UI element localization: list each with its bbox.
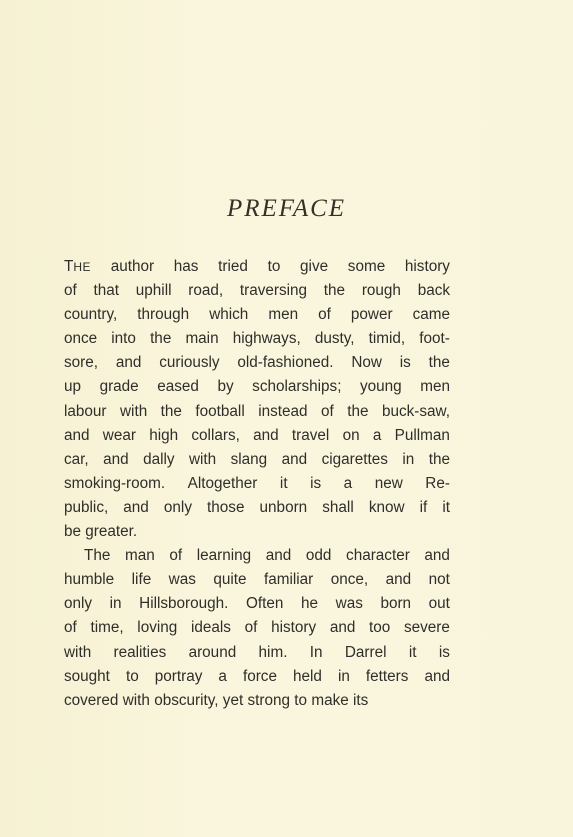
word: came xyxy=(412,306,450,324)
word: country, xyxy=(64,306,118,324)
word: familiar xyxy=(263,571,314,589)
word: a xyxy=(343,474,353,492)
word: the xyxy=(150,330,172,348)
word: portray xyxy=(154,667,203,685)
word: traversing xyxy=(239,282,308,300)
word: In xyxy=(309,643,323,661)
text-line xyxy=(64,255,450,279)
word: Now xyxy=(351,354,382,372)
word: man xyxy=(124,547,155,565)
word: a xyxy=(218,667,227,685)
word: not xyxy=(428,571,450,589)
word: to xyxy=(294,691,308,709)
word: the xyxy=(428,450,450,468)
word: car, xyxy=(64,450,89,468)
word: men xyxy=(420,378,450,396)
word: only xyxy=(163,498,192,516)
word: yet xyxy=(222,691,244,709)
word: know xyxy=(368,498,405,516)
word: covered xyxy=(64,691,119,709)
word: main xyxy=(185,330,219,348)
word: shall xyxy=(322,498,354,516)
word: obscurity, xyxy=(154,691,219,709)
word: the xyxy=(428,354,450,372)
word: young xyxy=(360,378,402,396)
word: of xyxy=(169,547,183,565)
word: with xyxy=(64,643,92,661)
word: foot- xyxy=(419,330,450,348)
word: Re- xyxy=(425,474,450,492)
word: sore, xyxy=(64,354,99,372)
text-line xyxy=(64,327,450,351)
word: highways, xyxy=(232,330,301,348)
word: be greater. xyxy=(64,523,138,541)
word: odd xyxy=(305,547,332,565)
word: the xyxy=(347,402,369,420)
word: slang xyxy=(230,450,268,468)
text-line xyxy=(64,616,450,640)
word: out xyxy=(428,595,450,613)
word: a xyxy=(372,426,382,444)
word: it xyxy=(279,474,288,492)
word: The xyxy=(84,547,111,565)
word: history xyxy=(271,619,317,637)
word: once, xyxy=(330,571,369,589)
word: of xyxy=(64,282,77,300)
word: it xyxy=(408,643,417,661)
word: uphill xyxy=(135,282,172,300)
text-line xyxy=(64,592,450,616)
word: buck-saw, xyxy=(381,402,450,420)
word: by xyxy=(217,378,234,396)
word: of xyxy=(321,402,334,420)
word: humble xyxy=(64,571,115,589)
word: Darrel xyxy=(344,643,387,661)
word: collars, xyxy=(191,426,240,444)
word: history xyxy=(404,258,450,275)
word: through xyxy=(137,306,190,324)
word: new xyxy=(374,474,403,492)
word: Pullman xyxy=(394,426,450,444)
word: loving xyxy=(137,619,178,637)
word: and xyxy=(424,547,450,565)
word: in xyxy=(402,450,415,468)
word: those xyxy=(207,498,245,516)
word: give xyxy=(300,258,329,275)
word: to xyxy=(267,258,281,275)
word: and xyxy=(115,354,142,372)
text-line xyxy=(64,665,450,689)
word: severe xyxy=(403,619,450,637)
word: and xyxy=(123,498,149,516)
word: curiously xyxy=(159,354,220,372)
text-line xyxy=(64,424,450,448)
word: him. xyxy=(258,643,288,661)
word: and xyxy=(253,426,279,444)
word: labour xyxy=(64,402,107,420)
word: smoking-room. xyxy=(64,474,166,492)
word: is xyxy=(310,474,322,492)
word: only xyxy=(64,595,93,613)
word: and xyxy=(424,667,450,685)
word: to xyxy=(125,667,139,685)
word: realities xyxy=(113,643,167,661)
text-line xyxy=(64,472,450,496)
word: its xyxy=(353,691,369,709)
preface-body xyxy=(64,255,450,713)
word: life xyxy=(131,571,152,589)
word: Often xyxy=(246,595,284,613)
word: tried xyxy=(218,258,248,275)
word: the xyxy=(160,402,182,420)
word: THE xyxy=(64,258,92,275)
word: rough xyxy=(361,282,401,300)
word: high xyxy=(149,426,179,444)
word: back xyxy=(417,282,450,300)
word: was xyxy=(168,571,196,589)
word: Altogether xyxy=(187,474,258,492)
word: dusty, xyxy=(314,330,355,348)
word: wear xyxy=(102,426,136,444)
word: learning xyxy=(196,547,252,565)
word: and xyxy=(265,547,292,565)
word: with xyxy=(188,450,217,468)
text-line xyxy=(64,520,450,544)
word: with xyxy=(122,691,150,709)
word: road, xyxy=(188,282,224,300)
text-line xyxy=(64,303,450,327)
word: fetters xyxy=(365,667,409,685)
word: men xyxy=(268,306,299,324)
word: some xyxy=(347,258,386,275)
word: grade xyxy=(99,378,139,396)
word: on xyxy=(342,426,360,444)
word: of xyxy=(244,619,258,637)
word: the xyxy=(323,282,346,300)
word: of xyxy=(318,306,331,324)
word: Hillsborough. xyxy=(139,595,229,613)
word: held xyxy=(293,667,322,685)
word: born xyxy=(380,595,412,613)
word: time, xyxy=(90,619,124,637)
word: football xyxy=(195,402,245,420)
word: and xyxy=(329,619,356,637)
text-line xyxy=(64,375,450,399)
text-line xyxy=(64,279,450,303)
word: up xyxy=(64,378,82,396)
word: strong xyxy=(247,691,290,709)
word: sought xyxy=(64,667,110,685)
word: old-fashioned. xyxy=(237,354,334,372)
word: if xyxy=(419,498,428,516)
text-line xyxy=(64,400,450,424)
word: is xyxy=(399,354,411,372)
word: cigarettes xyxy=(321,450,388,468)
word: public, xyxy=(64,498,109,516)
word: quite xyxy=(213,571,247,589)
word: and xyxy=(64,426,90,444)
word: and xyxy=(281,450,308,468)
word: travel xyxy=(291,426,330,444)
word: that xyxy=(93,282,120,300)
word: is xyxy=(438,643,450,661)
word: with xyxy=(120,402,148,420)
word: once xyxy=(64,330,98,348)
word: instead xyxy=(258,402,308,420)
word: timid, xyxy=(368,330,406,348)
word: it xyxy=(442,498,450,516)
word: force xyxy=(242,667,277,685)
word: unborn xyxy=(259,498,308,516)
word: in xyxy=(109,595,122,613)
word: eased xyxy=(157,378,199,396)
text-line xyxy=(64,351,450,375)
word: make xyxy=(311,691,349,709)
word: power xyxy=(350,306,393,324)
text-line xyxy=(64,496,450,520)
page-title: PREFACE xyxy=(226,195,347,222)
text-line xyxy=(64,544,450,568)
word: character xyxy=(346,547,410,565)
text-line xyxy=(64,448,450,472)
word: of xyxy=(64,619,77,637)
word: scholarships; xyxy=(252,378,342,396)
text-line xyxy=(64,689,450,713)
word: author xyxy=(110,258,155,275)
word: which xyxy=(209,306,249,324)
word: ideals xyxy=(190,619,231,637)
word: has xyxy=(173,258,199,275)
word: he xyxy=(301,595,319,613)
word: too xyxy=(369,619,391,637)
word: and xyxy=(103,450,129,468)
word: into xyxy=(111,330,136,348)
word: was xyxy=(335,595,363,613)
word: around xyxy=(188,643,237,661)
text-line xyxy=(64,568,450,592)
word: dally xyxy=(143,450,175,468)
text-line xyxy=(64,641,450,665)
word: and xyxy=(385,571,412,589)
word: in xyxy=(337,667,350,685)
